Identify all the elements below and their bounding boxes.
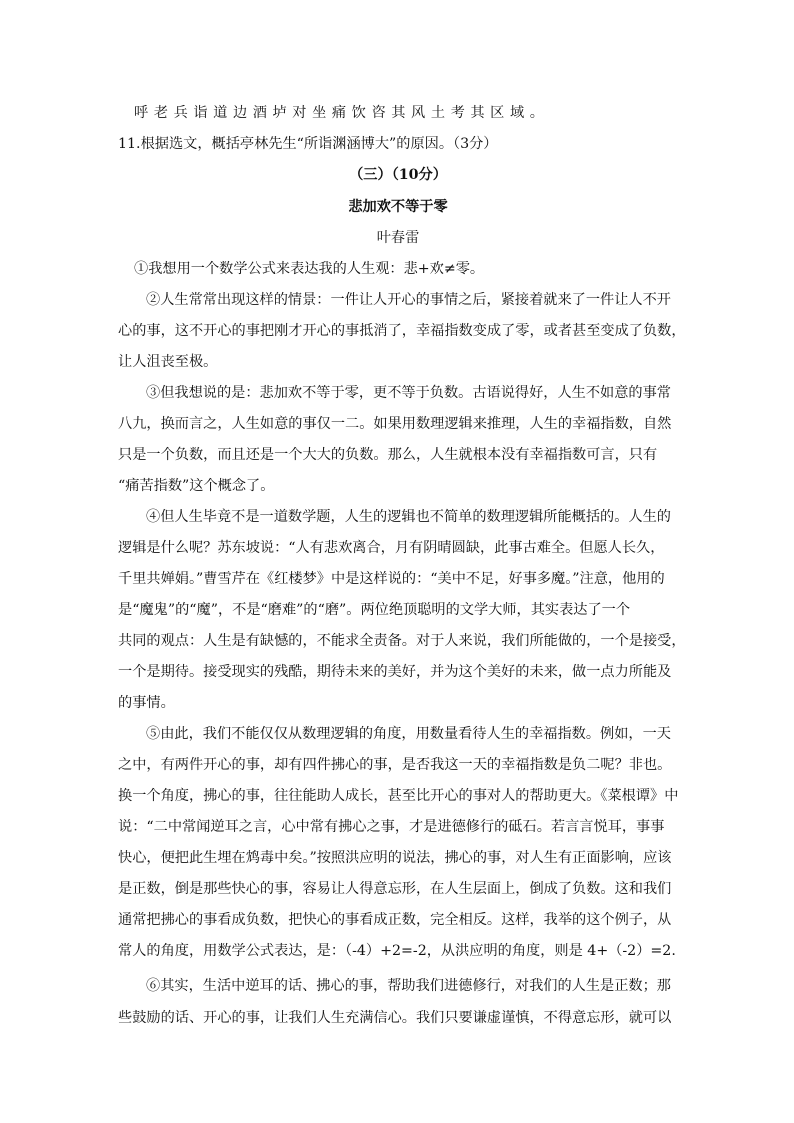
paragraph-2-line-2: 心的事，这不开心的事把刚才开心的事抵消了，幸福指数变成了零，或者甚至变成了负数， bbox=[118, 323, 686, 339]
paragraph-4-line-3: 千里共婵娟。”曹雪芹在《红楼梦》中是这样说的：“美中不足，好事多魔。”注意，他用的 bbox=[118, 571, 665, 587]
section-heading: （三）（10分） bbox=[349, 167, 447, 183]
article-author: 叶春雷 bbox=[376, 230, 420, 246]
paragraph-5-line-8: 常人的角度，用数学公式表达，是：（-4）+2=-2，从洪应明的角度，则是 4+（-2）=2. bbox=[118, 943, 676, 959]
paragraph-3-line-4: “痛苦指数”这个概念了。 bbox=[118, 478, 275, 494]
paragraph-3-line-2: 八九，换而言之，人生如意的事仅一二。如果用数理逻辑来推理，人生的幸福指数，自然 bbox=[118, 416, 672, 432]
paragraph-5-line-1: ⑤由此，我们不能仅仅从数理逻辑的角度，用数量看待人生的幸福指数。例如，一天 bbox=[146, 726, 671, 742]
article-title: 悲加欢不等于零 bbox=[348, 199, 448, 215]
paragraph-5-line-5: 快心，便把此生埋在鸩毒中矣。”按照洪应明的说法，拂心的事，对人生有正面影响，应该 bbox=[118, 850, 672, 866]
paragraph-6-line-1: ⑥其实，生活中逆耳的话、拂心的事，帮助我们进德修行，对我们的人生是正数；那 bbox=[146, 978, 671, 994]
paragraph-5-line-7: 通常把拂心的事看成负数，把快心的事看成正数，完全相反。这样，我举的这个例子，从 bbox=[118, 912, 672, 928]
paragraph-4-line-4: 是“魔鬼”的“魔”，不是“磨难”的“磨”。两位绝顶聪明的文学大师，其实表达了一个 bbox=[118, 602, 631, 618]
paragraph-2-line-1: ②人生常常出现这样的情景：一件让人开心的事情之后，紧接着就来了一件让人不开 bbox=[146, 292, 671, 308]
question-11: 11.根据选文，概括亭林先生“所诣渊涵博大”的原因。（3分） bbox=[118, 136, 498, 152]
poem-continuation-line: 呼老兵诣道边酒垆对坐痛饮咨其风土考其区域。 bbox=[134, 105, 550, 121]
paragraph-6-line-2: 些鼓励的话、开心的事，让我们人生充满信心。我们只要谦虚谨慎，不得意忘形，就可以 bbox=[118, 1010, 672, 1026]
paragraph-4-line-2: 逻辑是什么呢？苏东坡说：“人有悲欢离合，月有阴晴圆缺，此事古难全。但愿人长久， bbox=[118, 540, 665, 556]
paragraph-5-line-3: 换一个角度，拂心的事，往往能助人成长，甚至比开心的事对人的帮助更大。《菜根谭》中 bbox=[118, 788, 679, 804]
paragraph-5-line-6: 是正数，倒是那些快心的事，容易让人得意忘形，在人生层面上，倒成了负数。这和我们 bbox=[118, 881, 672, 897]
paragraph-5-line-2: 之中，有两件开心的事，却有四件拂心的事，是否我这一天的幸福指数是负二呢？非也。 bbox=[118, 757, 672, 773]
paragraph-4-line-5: 共同的观点：人生是有缺憾的，不能求全责备。对于人来说，我们所能做的，一个是接受， bbox=[118, 633, 686, 649]
paragraph-4-line-7: 的事情。 bbox=[118, 695, 175, 711]
paragraph-4-line-6: 一个是期待。接受现实的残酷，期待未来的美好，并为这个美好的未来，做一点力所能及 bbox=[118, 664, 672, 680]
paragraph-4-line-1: ④但人生毕竟不是一道数学题，人生的逻辑也不简单的数理逻辑所能概括的。人生的 bbox=[146, 509, 671, 525]
paragraph-5-line-4: 说：“二中常闻逆耳之言，心中常有拂心之事，才是进德修行的砥石。若言言悦耳，事事 bbox=[118, 819, 665, 835]
paragraph-3-line-3: 只是一个负数，而且还是一个大大的负数。那么，人生就根本没有幸福指数可言，只有 bbox=[118, 447, 658, 463]
paragraph-3-line-1: ③但我想说的是：悲加欢不等于零，更不等于负数。古语说得好，人生不如意的事常 bbox=[146, 385, 671, 401]
paragraph-2-line-3: 让人沮丧至极。 bbox=[118, 354, 218, 370]
paragraph-1-line-1: ①我想用一个数学公式来表达我的人生观：悲+欢≠零。 bbox=[134, 261, 485, 277]
